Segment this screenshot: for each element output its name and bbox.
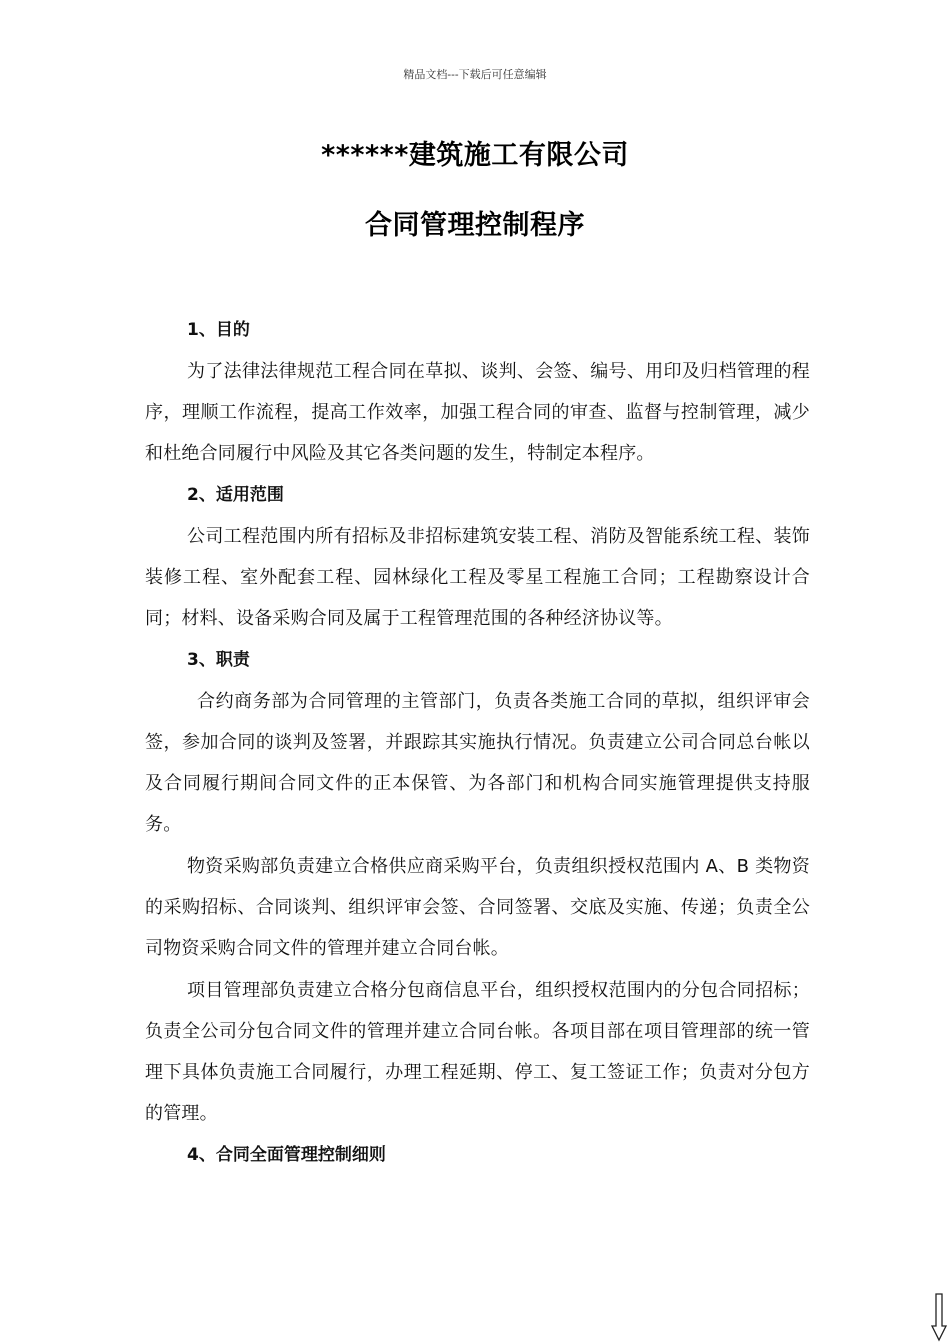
section-heading-responsibilities: 3、职责 [187, 650, 250, 670]
section-heading-scope: 2、适用范围 [187, 485, 284, 505]
section-heading-purpose: 1、目的 [187, 320, 250, 340]
company-title: ******建筑施工有限公司 [321, 140, 629, 171]
document-body [145, 310, 810, 1176]
down-arrow-icon[interactable] [930, 1292, 948, 1342]
paragraph-purpose: 为了法律法律规范工程合同在草拟、谈判、会签、编号、用印及归档管理的程序，理顺工作流程，提高工作效率，加强工程合同的审查、监督与控制管理，减少和杜绝合同履行中风险及其它各类问题的发生，特制定本程序。 [145, 361, 810, 464]
section-heading-control-rules: 4、合同全面管理控制细则 [187, 1145, 386, 1165]
paragraph-project-department: 项目管理部负责建立合格分包商信息平台，组织授权范围内的分包合同招标；负责全公司分包合同文件的管理并建立合同台帐。各项目部在项目管理部的统一管理下具体负责施工合同履行，办理工程延期、停工、复工签证工作；负责对分包方的管理。 [145, 980, 810, 1124]
document-title: 合同管理控制程序 [365, 210, 585, 241]
paragraph-procurement-department: 物资采购部负责建立合格供应商采购平台，负责组织授权范围内 A、B 类物资的采购招标、合同谈判、组织评审会签、合同签署、交底及实施、传递；负责全公司物资采购合同文件的管理并建立合同台帐。 [145, 856, 810, 959]
header-note: 精品文档---下载后可任意编辑 [403, 68, 547, 81]
paragraph-scope: 公司工程范围内所有招标及非招标建筑安装工程、消防及智能系统工程、装饰装修工程、室外配套工程、园林绿化工程及零星工程施工合同；工程勘察设计合同；材料、设备采购合同及属于工程管理范围的各种经济协议等。 [145, 526, 810, 629]
paragraph-contract-department: 合约商务部为合同管理的主管部门，负责各类施工合同的草拟，组织评审会签，参加合同的谈判及签署，并跟踪其实施执行情况。负责建立公司合同总台帐以及合同履行期间合同文件的正本保管、为各部门和机构合同实施管理提供支持服务。 [145, 691, 810, 835]
